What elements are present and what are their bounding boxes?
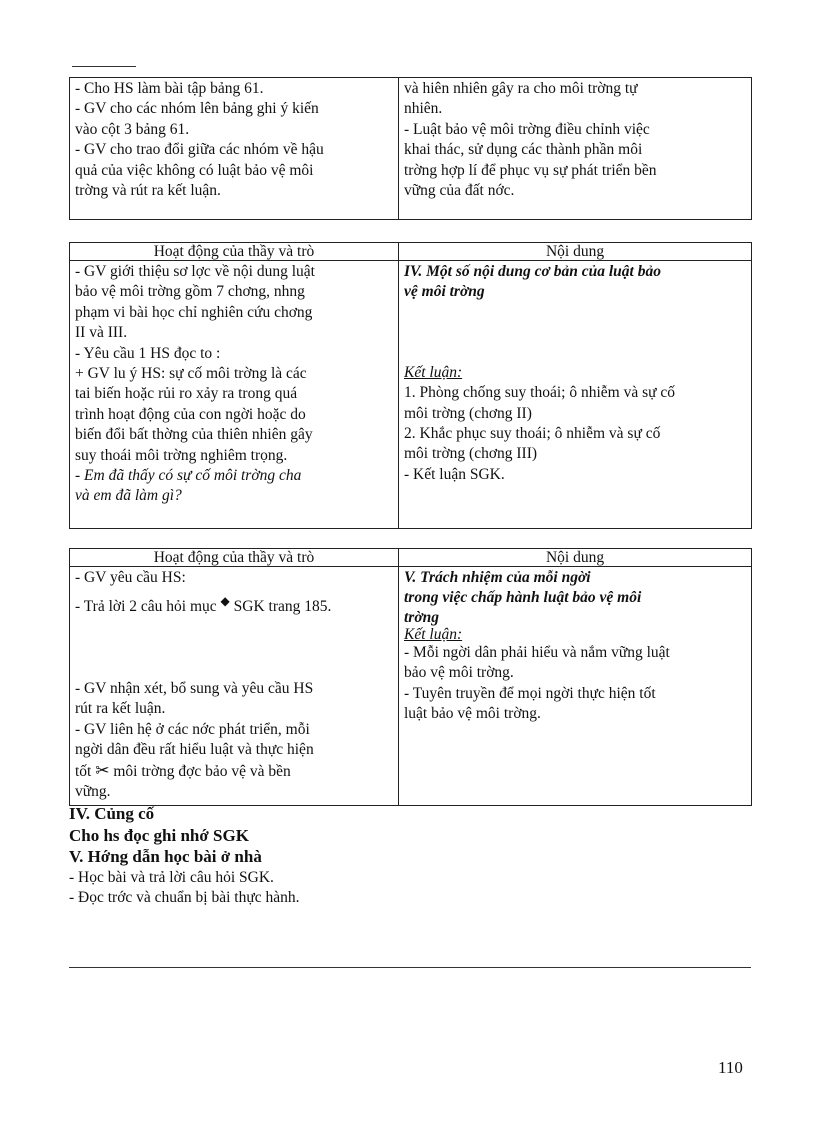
text-line: - Luật bảo vệ môi trờng điều chỉnh việc (404, 120, 650, 138)
header-rule (72, 66, 136, 67)
conclusion-label: Kết luận: (404, 363, 463, 381)
text-line: - Yêu cầu 1 HS đọc to : (75, 344, 221, 362)
question-line: và em đã làm gì? (75, 487, 182, 505)
text-line: vững. (75, 783, 111, 800)
spacer (404, 303, 746, 363)
heading-cung-co: IV. Củng cố (69, 804, 155, 823)
text-fragment: môi trờng đợc bảo vệ và bền (113, 762, 291, 780)
table-2-header-left: Hoạt động của thầy và trò (70, 243, 399, 261)
text-line: - Mỗi ngời dân phải hiểu và nắm vững luật (404, 643, 670, 661)
text-line: ngời dân đều rất hiểu luật và thực hiện (75, 741, 314, 759)
text-line: - Kết luận SGK. (404, 465, 505, 483)
text-line: trờng và rút ra kết luận. (75, 182, 221, 200)
text-line: môi trờng (chơng II) (404, 404, 532, 422)
text-line: - Tuyên truyền để mọi ngời thực hiện tốt (404, 684, 656, 702)
heading-huong-dan: V. Hớng dẫn học bài ở nhà (69, 847, 262, 866)
diamond-icon: ◆ (220, 594, 230, 609)
table-3-header-left: Hoạt động của thầy và trò (70, 549, 399, 567)
table-3-left-cell (70, 567, 399, 806)
text-line: tai biến hoặc rủi ro xảy ra trong quá (75, 385, 298, 403)
scissors-icon: ✂ (95, 760, 110, 781)
text-line (75, 591, 393, 618)
cung-co-line: Cho hs đọc ghi nhớ SGK (69, 826, 249, 845)
text-line: 2. Khắc phục suy thoái; ô nhiễm và sự cố (404, 425, 661, 443)
text-line: biến đổi bất thờng của thiên nhiên gây (75, 426, 313, 444)
text-line: II và III. (75, 324, 128, 342)
table-2-right-cell (399, 261, 752, 529)
text-line: rút ra kết luận. (75, 700, 166, 718)
text-line: luật bảo vệ môi trờng. (404, 705, 541, 723)
text-line: trờng hợp lí để phục vụ sự phát triển bền (404, 161, 657, 179)
text-line: 1. Phòng chống suy thoái; ô nhiễm và sự cố (404, 384, 676, 402)
text-line: bảo vệ môi trờng. (404, 664, 514, 682)
footer-rule (69, 967, 751, 968)
section-title: trờng (404, 608, 440, 626)
question-line: - Em đã thấy có sự cố môi trờng cha (75, 467, 302, 485)
homework-item: - Học bài và trả lời câu hỏi SGK. (69, 869, 274, 886)
text-line: - GV liên hệ ở các nớc phát triển, mỗi (75, 720, 310, 738)
spacer (75, 618, 393, 679)
text-fragment: SGK trang 185. (233, 598, 332, 616)
text-line: suy thoái môi trờng nghiêm trọng. (75, 446, 288, 464)
table-2-header-right: Nội dung (399, 243, 752, 261)
table-1-left-cell (70, 78, 399, 220)
text-fragment: tốt (75, 762, 92, 780)
conclusion-label: Kết luận: (404, 625, 463, 643)
text-line: khai thác, sử dụng các thành phần môi (404, 141, 643, 159)
text-line: bảo vệ môi trờng gồm 7 chơng, nhng (75, 283, 305, 301)
text-line: - GV giới thiệu sơ lợc về nội dung luật (75, 263, 315, 280)
table-2-left-cell (70, 261, 399, 529)
table-3-header-right: Nội dung (399, 549, 752, 567)
section-title: trong việc chấp hành luật bảo vệ môi (404, 589, 642, 607)
table-1-right-cell (399, 78, 752, 220)
text-fragment: - Trả lời 2 câu hỏi mục (75, 598, 217, 616)
section-title: V. Trách nhiệm của mỗi ngời (404, 569, 591, 586)
text-line: phạm vi bài học chỉ nghiên cứu chơng (75, 303, 313, 321)
text-line: - GV cho các nhóm lên bảng ghi ý kiến (75, 100, 319, 118)
text-line: - GV nhận xét, bổ sung và yêu cầu HS (75, 679, 314, 697)
table-3-right-cell (399, 567, 752, 806)
text-line: vào cột 3 bảng 61. (75, 120, 190, 138)
table-1 (69, 77, 752, 220)
text-line: - GV yêu cầu HS: (75, 569, 186, 586)
text-line: quả của việc không có luật bảo vệ môi (75, 161, 314, 179)
text-line: và hiên nhiên gây ra cho môi trờng tự (404, 80, 638, 97)
table-2 (69, 242, 752, 529)
table-3 (69, 548, 752, 806)
text-line: vững của đất nớc. (404, 182, 515, 200)
text-line: nhiên. (404, 100, 443, 118)
section-title: IV. Một số nội dung cơ bản của luật bảo (404, 263, 661, 280)
section-title: vệ môi trờng (404, 283, 485, 301)
text-line (75, 761, 393, 782)
text-line: trình hoạt động của con ngời hoặc do (75, 405, 306, 423)
text-line: + GV lu ý HS: sự cố môi trờng là các (75, 365, 307, 383)
text-line: - GV cho trao đổi giữa các nhóm về hậu (75, 141, 324, 159)
text-line: - Cho HS làm bài tập bảng 61. (75, 80, 264, 97)
text-line: môi trờng (chơng III) (404, 445, 538, 463)
homework-item: - Đọc trớc và chuẩn bị bài thực hành. (69, 889, 300, 906)
page-number: 110 (718, 1058, 743, 1077)
